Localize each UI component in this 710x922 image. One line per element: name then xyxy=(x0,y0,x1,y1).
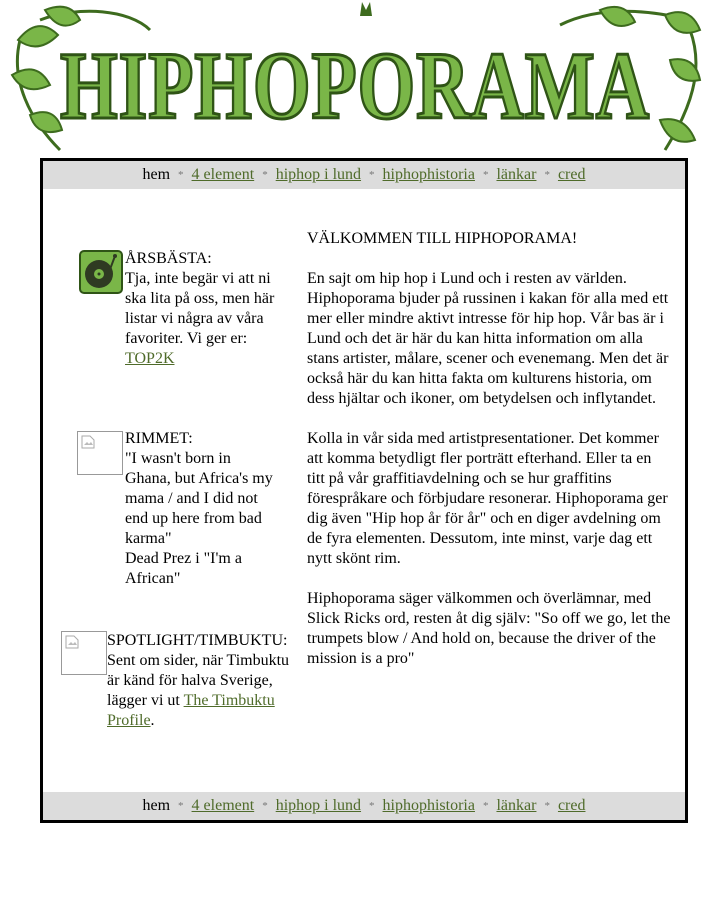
arsbasta-title: ÅRSBÄSTA: xyxy=(125,250,212,267)
rimmet-quote: "I wasn't born in Ghana, but Africa's my mama / and I did not end up here from bad karma" xyxy=(125,450,273,547)
nav-separator: * xyxy=(369,169,375,181)
arsbasta-block xyxy=(125,249,275,369)
spotlight-title: SPOTLIGHT/TIMBUKTU: xyxy=(107,632,288,649)
nav-cred[interactable]: cred xyxy=(557,166,586,183)
nav-separator: * xyxy=(482,800,489,812)
site-logo[interactable] xyxy=(0,0,710,160)
broken-image-icon xyxy=(61,631,107,675)
nav-separator: * xyxy=(178,169,184,181)
spotlight-trail: . xyxy=(150,712,155,729)
arsbasta-text: Tja, inte begär vi att ni ska lita på oss, men här listar vi några av våra favoriter. Vi ger er: xyxy=(125,270,275,347)
nav-hem[interactable]: hem xyxy=(142,166,171,183)
nav-hiphop-i-lund[interactable]: hiphop i lund xyxy=(275,797,362,814)
nav-4-element[interactable]: 4 element xyxy=(191,166,255,183)
nav-separator: * xyxy=(544,800,550,812)
broken-image-icon xyxy=(77,431,123,475)
nav-separator: * xyxy=(262,800,268,812)
top2k-link[interactable]: TOP2K xyxy=(125,350,175,367)
rimmet-title: RIMMET: xyxy=(125,430,193,447)
nav-hiphop-i-lund[interactable]: hiphop i lund xyxy=(275,166,362,183)
nav-hiphophistoria[interactable]: hiphophistoria xyxy=(382,797,475,814)
closing-paragraph: Hiphoporama säger välkommen och överlämnar, med Slick Ricks ord, resten åt dig själv: "So off we go, let the trumpets blow / And hold on, because the driver of the mission is a pro" xyxy=(307,590,671,667)
spotlight-block xyxy=(107,631,295,731)
artists-paragraph: Kolla in vår sida med artistpresentationer. Det kommer att komma betydligt fler porträtt efterhand. Eller ta en titt på vår graffitiavdelning och se hur graffitins förespråkare och förbjudare resonerar. Hiphoporama ger dig även "Hip hop år för år" och en diger avdelning om de fyra elementen. Dessutom, inte minst, varje dag ett nytt skönt rim. xyxy=(307,430,668,567)
nav-separator: * xyxy=(482,169,489,181)
nav-4-element[interactable]: 4 element xyxy=(191,797,255,814)
timbuktu-profile-link[interactable]: The Timbuktu Profile xyxy=(107,692,275,729)
logo-text: HIPHOPORAMA xyxy=(60,32,650,139)
top-nav xyxy=(43,161,685,189)
nav-cred[interactable]: cred xyxy=(557,797,586,814)
nav-separator: * xyxy=(369,800,375,812)
logo-artwork xyxy=(0,0,710,160)
nav-lankar[interactable]: länkar xyxy=(496,166,537,183)
spotlight-text: Sent om sider, när Timbuktu är känd för halva Sverige, lägger vi ut xyxy=(107,652,290,709)
nav-separator: * xyxy=(544,169,550,181)
rimmet-credit: Dead Prez i "I'm a African" xyxy=(125,550,242,587)
nav-separator: * xyxy=(262,169,268,181)
nav-lankar[interactable]: länkar xyxy=(496,797,537,814)
content-frame xyxy=(40,158,688,823)
intro-paragraph: En sajt om hip hop i Lund och i resten av världen. Hiphoporama bjuder på russinen i kakan för alla med ett mer eller mindre aktivt intresse för hip hop. Vår bas är i Lund och det är här du kan hitta information om alla stans artister, målare, scener och evenemang. Men det är också här du kan hitta fakta om kulturens historia, om dess hjältar och ikoner, om betydelsen och inflytandet. xyxy=(307,270,669,407)
turntable-icon[interactable] xyxy=(79,250,123,294)
welcome-article xyxy=(307,229,672,689)
bottom-nav xyxy=(43,792,685,820)
page-title: VÄLKOMMEN TILL HIPHOPORAMA! xyxy=(307,230,578,247)
nav-hem[interactable]: hem xyxy=(142,797,171,814)
nav-separator: * xyxy=(178,800,184,812)
nav-hiphophistoria[interactable]: hiphophistoria xyxy=(382,166,475,183)
rimmet-block xyxy=(125,429,275,589)
